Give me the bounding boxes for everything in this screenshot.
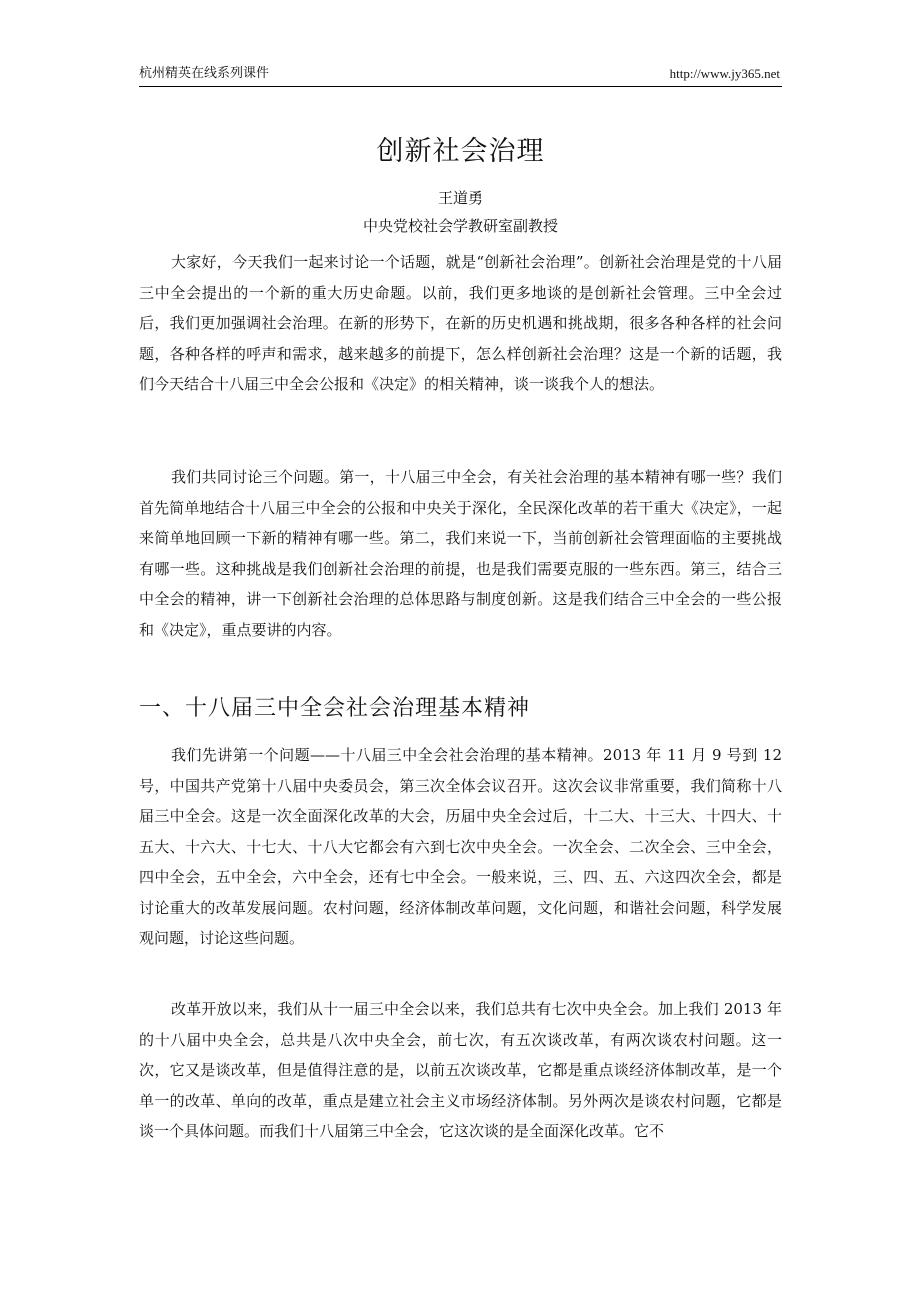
document-title: 创新社会治理 [376, 136, 545, 167]
author-affiliation: 中央党校社会学教研室副教授 [362, 217, 558, 235]
page-header [139, 64, 782, 87]
section-1-paragraph-2: 改革开放以来，我们从十一届三中全会以来，我们总共有七次中央全会。加上我们 2013 年的十八届中央全会，总共是八次中央全会，前七次，有五次谈改革，有两次谈农村问题。这一次，它又是谈改革，但是值得注意的是，以前五次谈改革，它都是重点谈经济体制改革，是一个单一的改革、单向的改革，重点是建立社会主义市场经济体制。另外两次是谈农村问题，它都是谈一个具体问题。而我们十八届第三中全会，它这次谈的是全面深化改革。它不 [139, 1000, 782, 1140]
document-author: 王道勇 [437, 189, 483, 207]
header-course-series: 杭州精英在线系列课件 [139, 66, 270, 81]
section-heading-1: 一、十八届三中全会社会治理基本精神 [139, 696, 531, 721]
intro-paragraph-1: 大家好，今天我们一起来讨论一个话题，就是“创新社会治理”。创新社会治理是党的十八届三中全会提出的一个新的重大历史命题。以前，我们更多地谈的是创新社会管理。三中全会过后，我们更加强调社会治理。在新的形势下，在新的历史机遇和挑战期，很多各种各样的社会问题，各种各样的呼声和需求，越来越多的前提下，怎么样创新社会治理？这是一个新的话题，我们今天结合十八届三中全会公报和《决定》的相关精神，谈一谈我个人的想法。 [139, 253, 782, 393]
intro-paragraph-2: 我们共同讨论三个问题。第一，十八届三中全会，有关社会治理的基本精神有哪一些？我们首先简单地结合十八届三中全会的公报和中央关于深化，全民深化改革的若干重大《决定》，一起来简单地回顾一下新的精神有哪一些。第二，我们来说一下，当前创新社会管理面临的主要挑战有哪一些。这种挑战是我们创新社会治理的前提，也是我们需要克服的一些东西。第三，结合三中全会的精神，讲一下创新社会治理的总体思路与制度创新。这是我们结合三中全会的一些公报和《决定》，重点要讲的内容。 [139, 468, 782, 639]
section-1-paragraph-1: 我们先讲第一个问题——十八届三中全会社会治理的基本精神。2013 年 11 月 9 号到 12 号，中国共产党第十八届中央委员会，第三次全体会议召开。这次会议非常重要，我们简称十八届三中全会。这是一次全面深化改革的大会，历届中央全会过后，十二大、十三大、十四大、十五大、十六大、十七大、十八大它都会有六到七次中央全会。一次全会、二次全会、三中全会，四中全会，五中全会，六中全会，还有七中全会。一般来说，三、四、五、六这四次全会，都是讨论重大的改革发展问题。农村问题，经济体制改革问题，文化问题，和谐社会问题，科学发展观问题，讨论这些问题。 [139, 746, 782, 947]
header-website-link[interactable]: http://www.jy365.net [669, 66, 780, 81]
